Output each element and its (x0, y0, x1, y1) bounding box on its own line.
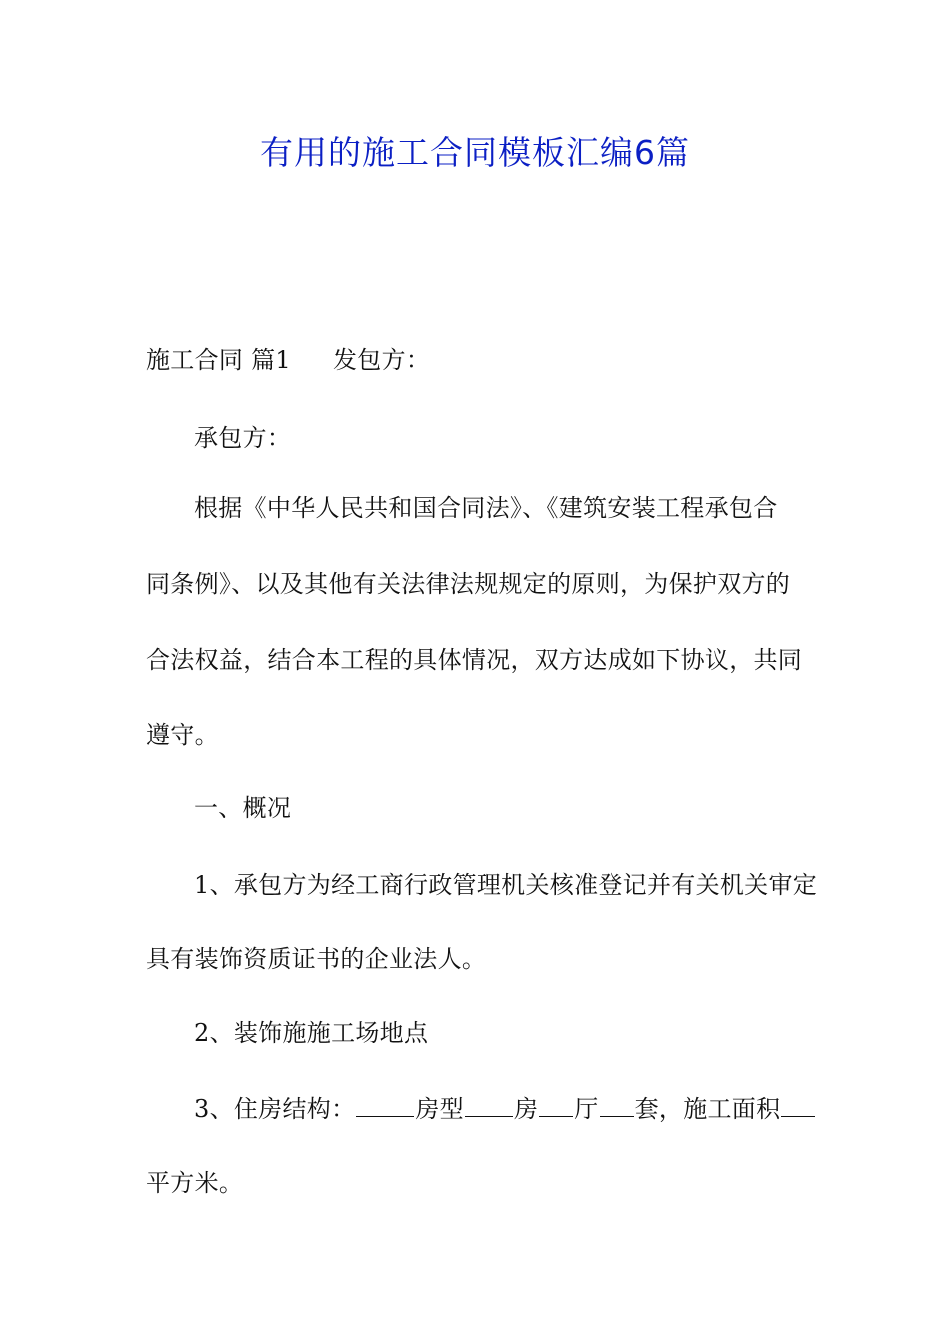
housing-structure-line (194, 1091, 858, 1127)
blank-field (781, 1094, 815, 1117)
paragraph-line: 遵守。 (146, 721, 219, 749)
party-a-label: 发包方： (333, 346, 431, 374)
item-line: 1、承包方为经工商行政管理机关核准登记并有关机关审定 (194, 871, 818, 899)
hall-label: 厅 (574, 1095, 599, 1123)
set-area-label: 套，施工面积 (634, 1095, 781, 1123)
party-b-label: 承包方： (194, 424, 292, 452)
room-label: 房 (513, 1095, 539, 1123)
item-line: 2、装饰施施工场地点 (194, 1019, 429, 1047)
house-type-label: 房型 (415, 1095, 464, 1123)
blank-field (600, 1094, 634, 1117)
section-heading-line (146, 342, 810, 378)
paragraph-line: 合法权益，结合本工程的具体情况，双方达成如下协议，共同 (146, 646, 803, 674)
housing-structure-prefix: 3、住房结构： (194, 1095, 356, 1123)
paragraph-line: 同条例》、以及其他有关法律法规规定的原则，为保护双方的 (146, 570, 791, 598)
blank-field (539, 1094, 573, 1117)
document-title: 有用的施工合同模板汇编6篇 (260, 133, 690, 172)
paragraph-line: 根据《中华人民共和国合同法》、《建筑安装工程承包合 (194, 494, 778, 522)
blank-field (465, 1094, 513, 1117)
section-overview-heading: 一、概况 (194, 794, 292, 822)
item-line: 具有装饰资质证书的企业法人。 (146, 945, 487, 973)
blank-field (356, 1094, 414, 1117)
area-unit-line: 平方米。 (146, 1169, 244, 1197)
section-label: 施工合同 篇1 (146, 346, 291, 374)
